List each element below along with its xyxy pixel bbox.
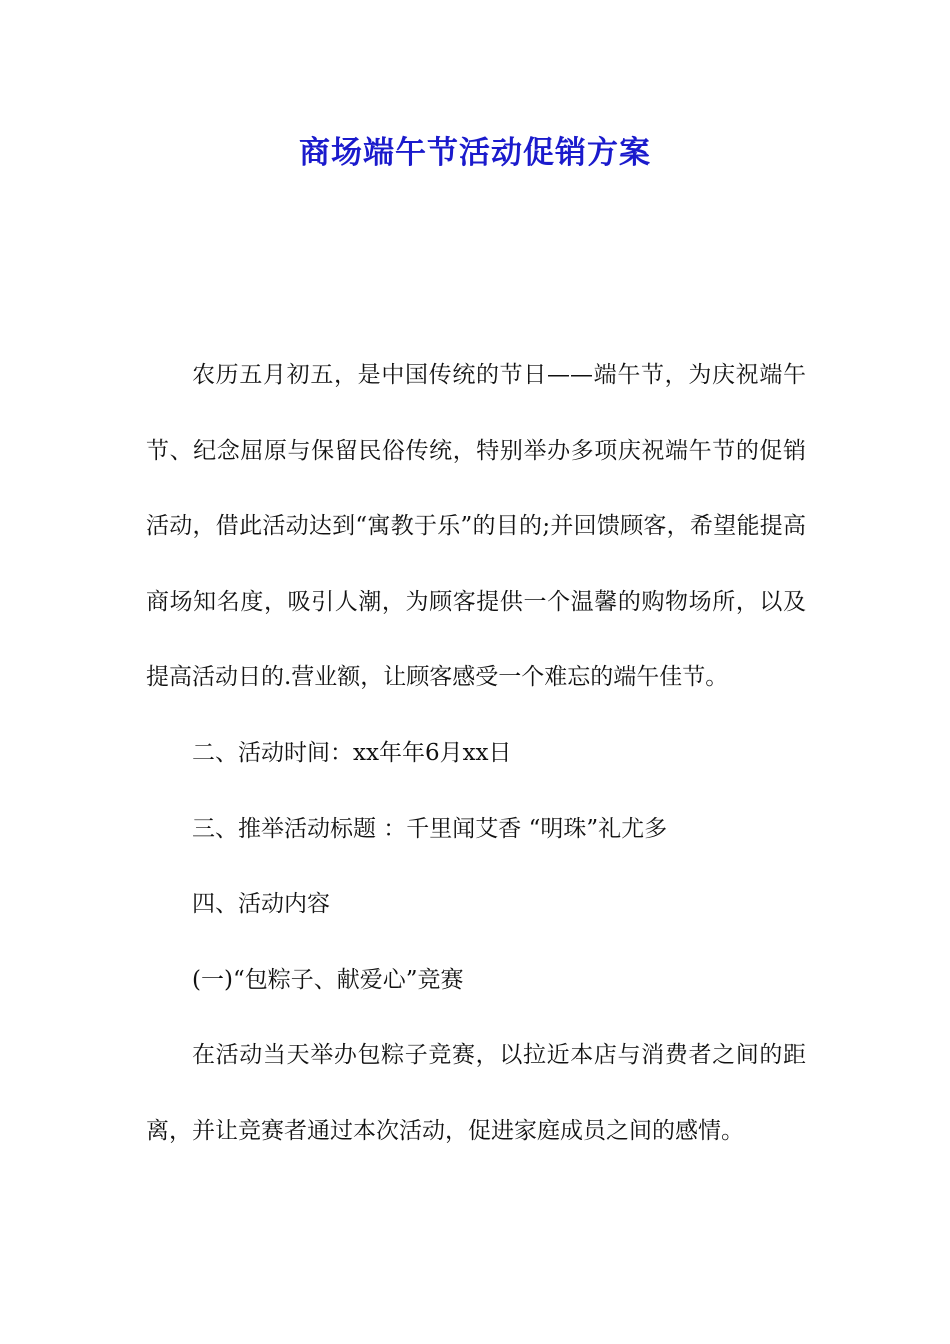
intro-paragraph: 农历五月初五，是中国传统的节日——端午节，为庆祝端午节、纪念屈原与保留民俗传统，特别举办多项庆祝端午节的促销活动，借此活动达到“寓教于乐”的目的;并回馈顾客，希望能提高商场知名度，吸引人潮，为顾客提供一个温馨的购物场所，以及提高活动日的.营业额，让顾客感受一个难忘的端午佳节。	[146, 362, 806, 691]
activity-title-paragraph: 三、推举活动标题 ：千里闻艾香 “明珠”礼尤多	[192, 815, 668, 842]
document-title: 商场端午节活动促销方案	[299, 135, 651, 171]
contest-subheading: (一)“包粽子、献爱心”竞赛	[192, 966, 464, 993]
contest-paragraph: 在活动当天举办包粽子竞赛，以拉近本店与消费者之间的距离，并让竞赛者通过本次活动，促进家庭成员之间的感情。	[146, 1042, 806, 1144]
activity-time-paragraph: 二、活动时间：xx年年6月xx日	[192, 739, 512, 766]
activity-content-heading: 四、活动内容	[192, 891, 330, 918]
document-body	[146, 338, 806, 1170]
